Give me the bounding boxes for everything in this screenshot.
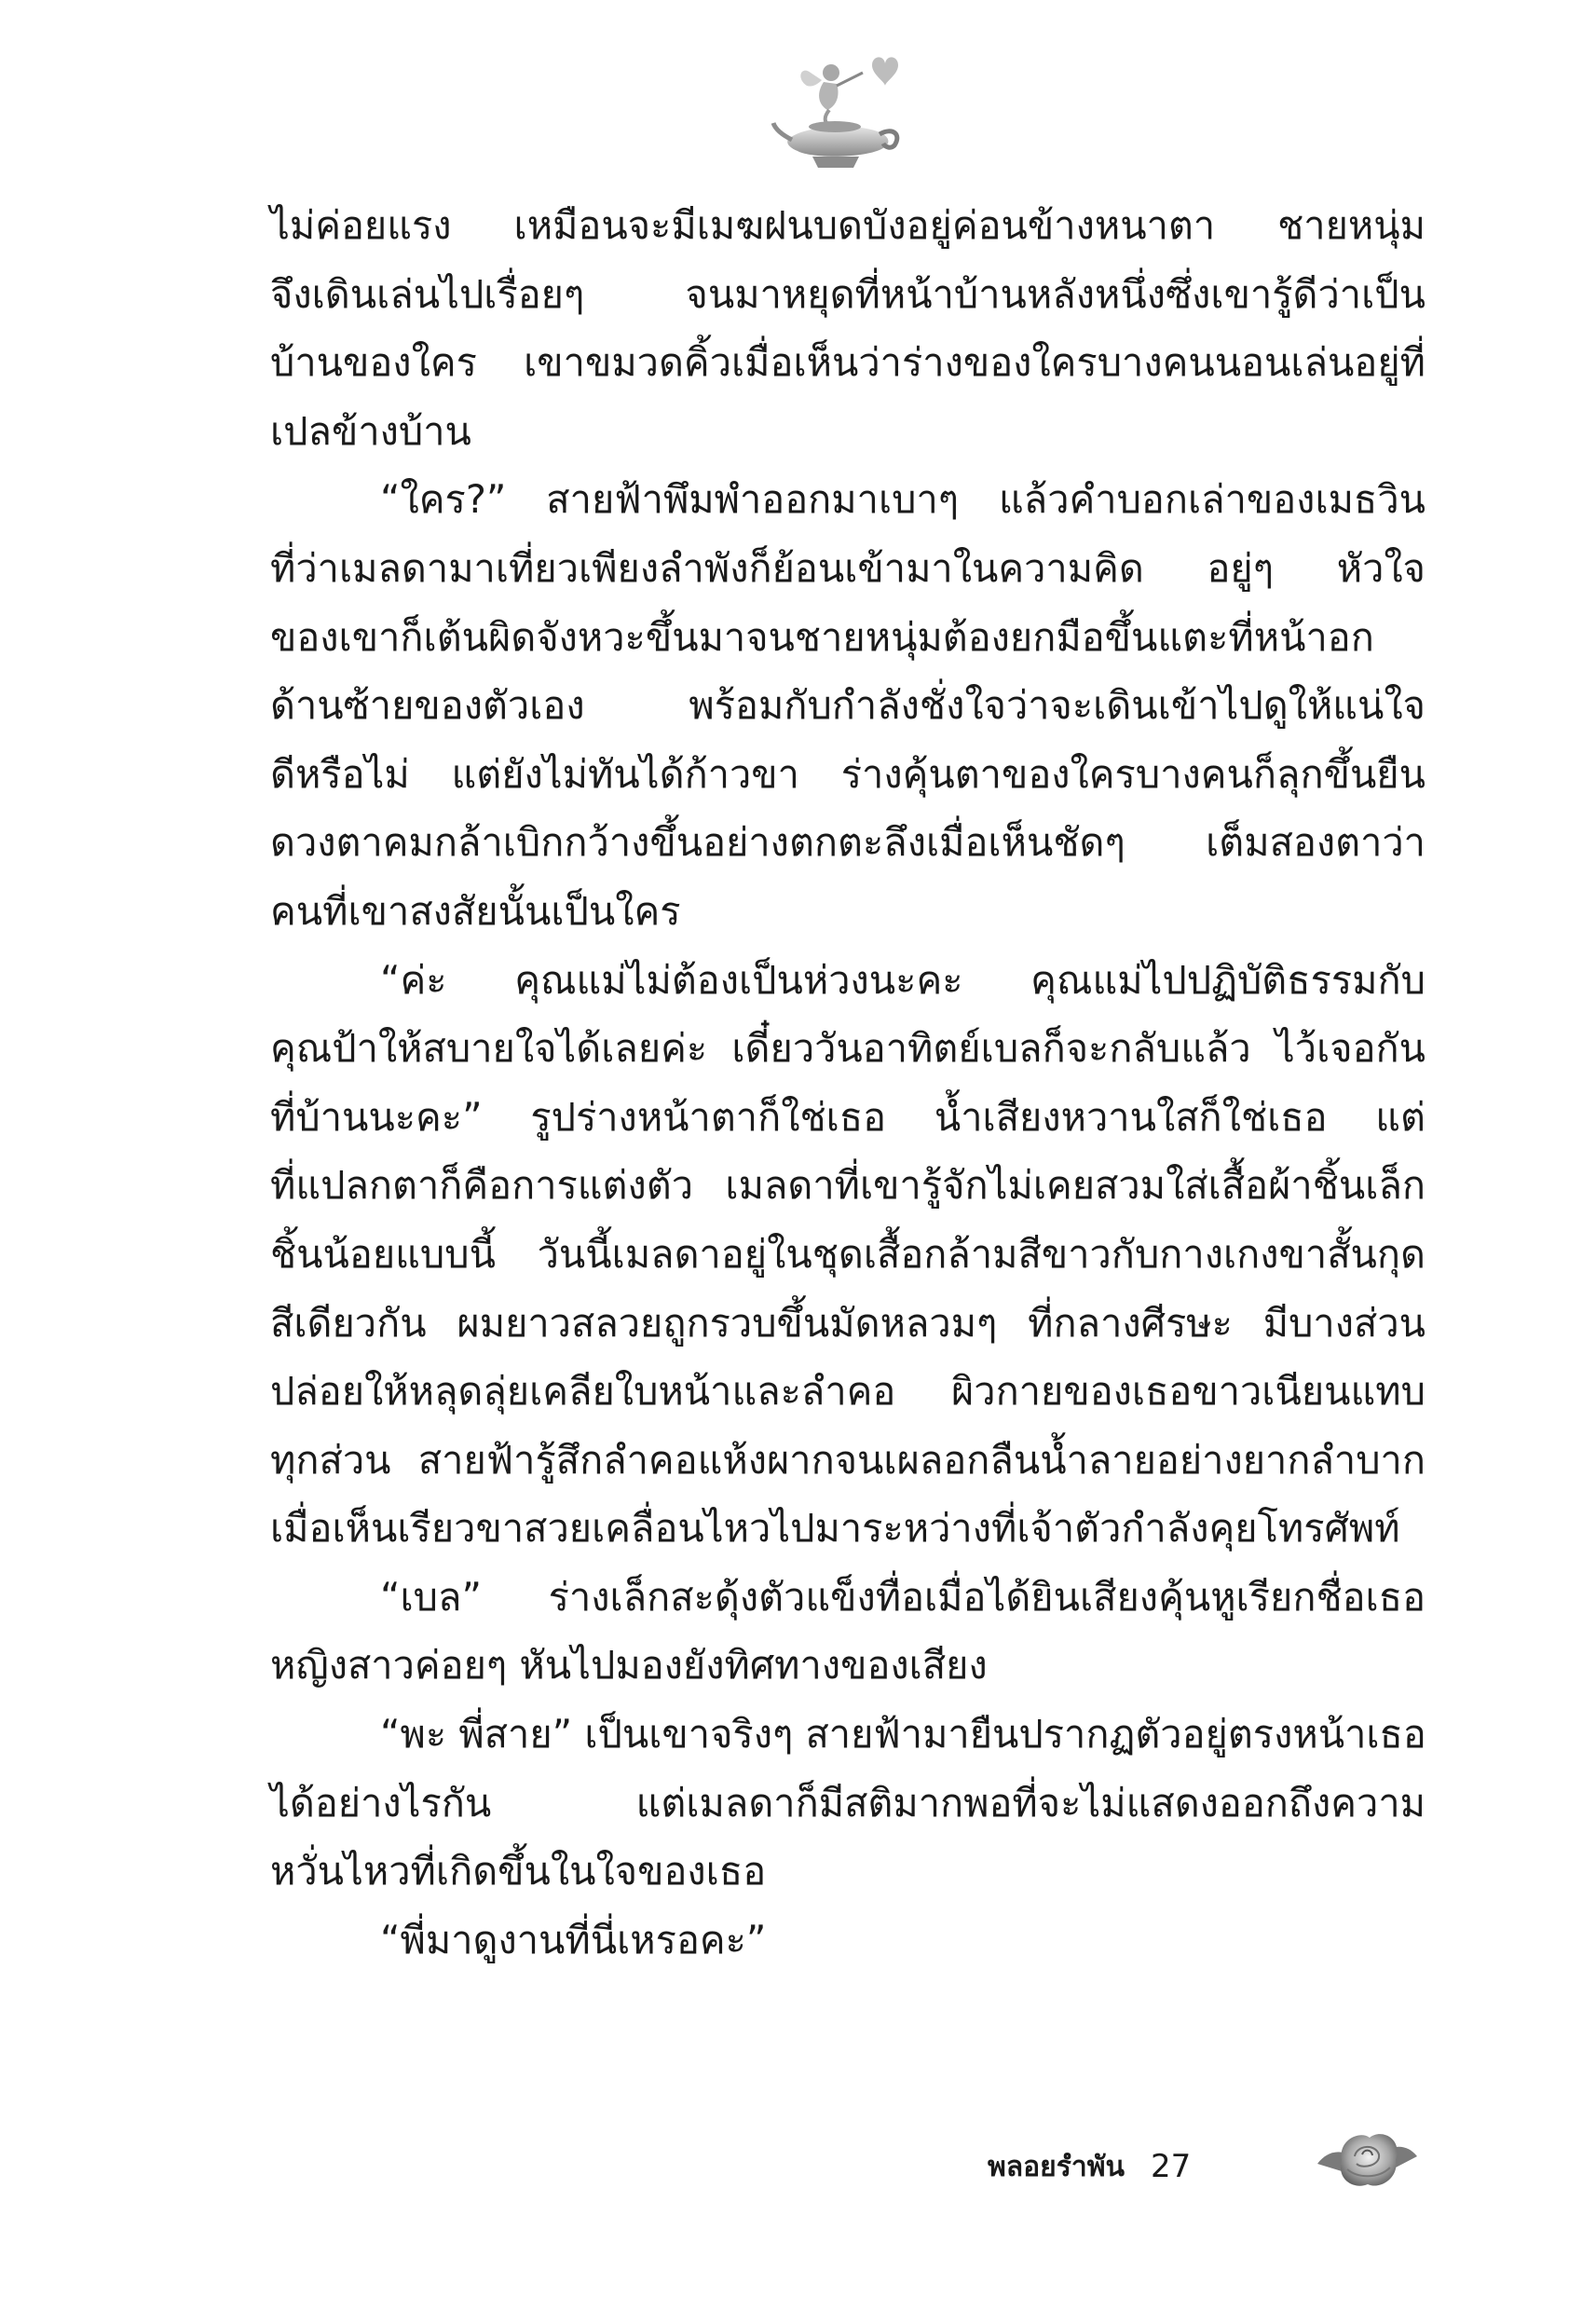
text-line: “พี่มาดูงานที่นี่เหรอคะ” — [380, 1916, 767, 1962]
text-line: ของเขาก็เต้นผิดจังหวะขึ้นมาจนชายหนุ่มต้องยกมือขึ้นแตะที่หน้าอก — [270, 613, 1374, 660]
text-line: หญิงสาวค่อยๆ หันไปมองยังทิศทางของเสียง — [270, 1642, 988, 1689]
text-line: “เบล” ร่างเล็กสะดุ้งตัวแข็งทื่อเมื่อได้ยินเสียงคุ้นหูเรียกชื่อเธอ — [380, 1573, 1425, 1620]
text-line: สีเดียวกัน ผมยาวสลวยถูกรวบขึ้นมัดหลวมๆ ที่กลางศีรษะ มีบางส่วน — [270, 1299, 1425, 1346]
text-line: ที่บ้านนะคะ” รูปร่างหน้าตาก็ใช่เธอ น้ำเสียงหวานใสก็ใช่เธอ แต่ — [270, 1093, 1425, 1140]
text-line: ทุกส่วน สายฟ้ารู้สึกลำคอแห้งผากจนเผลอกลืนน้ำลายอย่างยากลำบาก — [270, 1436, 1425, 1483]
text-line: ที่ว่าเมลดามาเที่ยวเพียงลำพังก็ย้อนเข้ามาในความคิด อยู่ๆ หัวใจ — [270, 544, 1425, 591]
page-body-text — [270, 191, 1425, 1974]
text-line: คุณป้าให้สบายใจได้เลยค่ะ เดี๋ยววันอาทิตย์เบลก็จะกลับแล้ว ไว้เจอกัน — [270, 1025, 1425, 1072]
text-line: “ค่ะ คุณแม่ไม่ต้องเป็นห่วงนะคะ คุณแม่ไปปฏิบัติธรรมกับ — [380, 956, 1425, 1003]
text-line: “ใคร?” สายฟ้าพึมพำออกมาเบาๆ แล้วคำบอกเล่าของเมธวิน — [380, 476, 1425, 523]
paragraph — [270, 1906, 1425, 1975]
text-line: ปล่อยให้หลุดลุ่ยเคลียใบหน้าและลำคอ ผิวกายของเธอขาวเนียนแทบ — [270, 1368, 1425, 1415]
rose-ornament-icon — [1314, 2123, 1421, 2197]
text-line: ได้อย่างไรกัน แต่เมลดาก็มีสติมากพอที่จะไม่แสดงออกถึงความ — [270, 1779, 1425, 1826]
cupid-teapot-ornament-icon — [770, 45, 909, 175]
text-line: ไม่ค่อยแรง เหมือนจะมีเมฆฝนบดบังอยู่ค่อนข้างหนาตา ชายหนุ่ม — [270, 202, 1425, 248]
page-footer — [988, 2139, 1191, 2195]
text-line: คนที่เขาสงสัยนั้นเป็นใคร — [270, 887, 681, 934]
text-line: เปลข้างบ้าน — [270, 407, 471, 454]
text-line: เมื่อเห็นเรียวขาสวยเคลื่อนไหวไปมาระหว่างที่เจ้าตัวกำลังคุยโทรศัพท์ — [270, 1505, 1400, 1552]
text-line: ชิ้นน้อยแบบนี้ วันนี้เมลดาอยู่ในชุดเสื้อกล้ามสีขาวกับกางเกงขาสั้นกุด — [270, 1230, 1425, 1277]
text-line: ด้านซ้ายของตัวเอง พร้อมกับกำลังชั่งใจว่าจะเดินเข้าไปดูให้แน่ใจ — [270, 682, 1425, 729]
text-line: “พะ พี่สาย” เป็นเขาจริงๆ สายฟ้ามายืนปรากฏตัวอยู่ตรงหน้าเธอ — [380, 1711, 1426, 1757]
book-title: พลอยรำพัน — [988, 2150, 1125, 2183]
paragraph — [270, 946, 1425, 1563]
text-line: จึงเดินเล่นไปเรื่อยๆ จนมาหยุดที่หน้าบ้านหลังหนึ่งซึ่งเขารู้ดีว่าเป็น — [270, 270, 1425, 317]
paragraph — [270, 465, 1425, 945]
paragraph — [270, 191, 1425, 465]
text-line: ดีหรือไม่ แต่ยังไม่ทันได้ก้าวขา ร่างคุ้นตาของใครบางคนก็ลุกขึ้นยืน — [270, 750, 1425, 797]
page-number: 27 — [1151, 2148, 1192, 2185]
paragraph — [270, 1563, 1425, 1700]
text-line: ที่แปลกตาก็คือการแต่งตัว เมลดาที่เขารู้จักไม่เคยสวมใส่เสื้อผ้าชิ้นเล็ก — [270, 1162, 1425, 1209]
text-line: หวั่นไหวที่เกิดขึ้นในใจของเธอ — [270, 1848, 767, 1894]
paragraph — [270, 1700, 1425, 1906]
text-line: บ้านของใคร เขาขมวดคิ้วเมื่อเห็นว่าร่างของใครบางคนนอนเล่นอยู่ที่ — [270, 339, 1425, 386]
text-line: ดวงตาคมกล้าเบิกกว้างขึ้นอย่างตกตะลึงเมื่อเห็นชัดๆ เต็มสองตาว่า — [270, 819, 1425, 866]
